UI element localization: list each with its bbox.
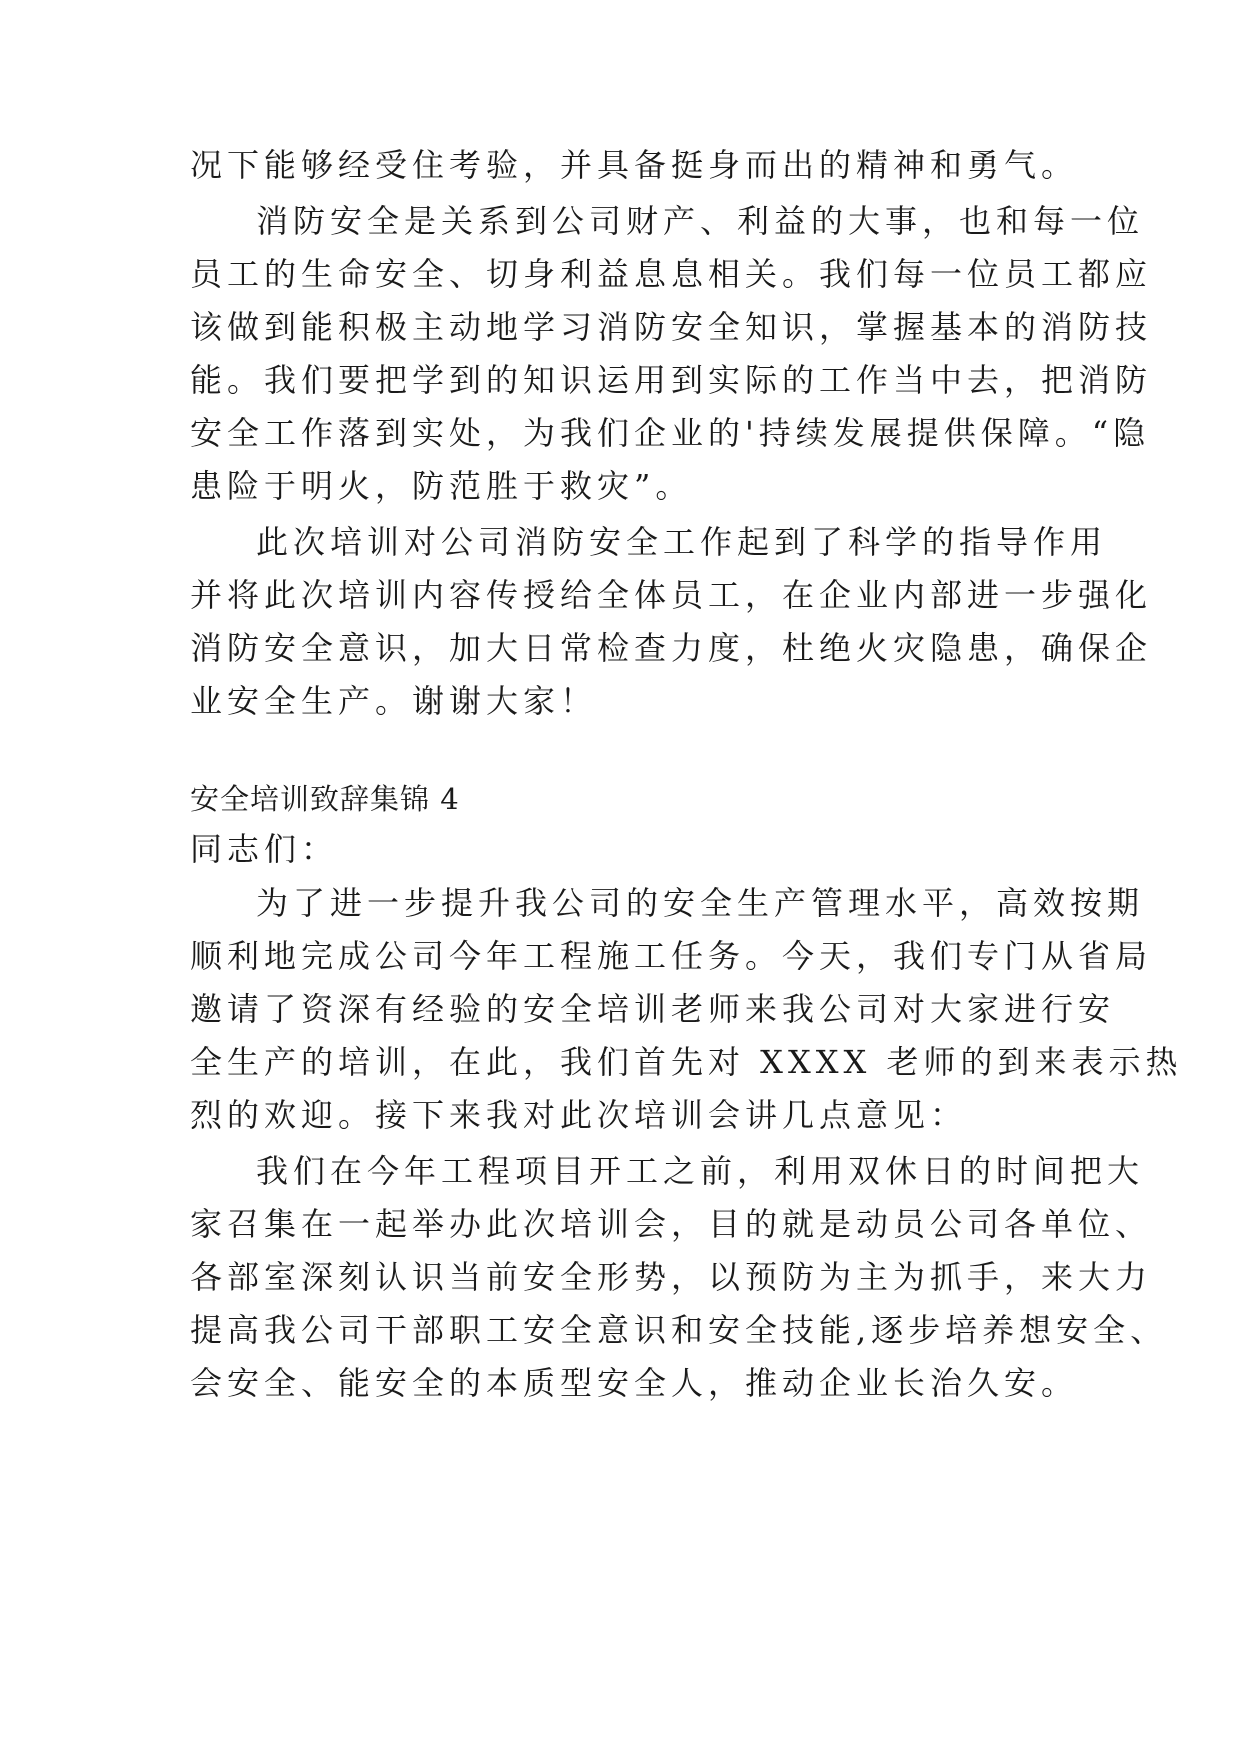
- section-title: 安全培训致辞集锦 4: [190, 782, 460, 816]
- paragraph-line: 患险于明火，防范胜于救灾”。: [190, 467, 693, 505]
- salutation: 同志们：: [190, 830, 339, 868]
- paragraph-line: 安全工作落到实处，为我们企业的'持续发展提供保障。“隐: [190, 414, 1151, 452]
- paragraph-line: 我们在今年工程项目开工之前，利用双休日的时间把大: [256, 1152, 1145, 1190]
- paragraph-line: 业安全生产。谢谢大家！: [190, 682, 598, 720]
- paragraph-line: 顺利地完成公司今年工程施工任务。今天，我们专门从省局: [190, 937, 1153, 975]
- paragraph-line: 该做到能积极主动地学习消防安全知识，掌握基本的消防技: [190, 308, 1153, 346]
- paragraph-line: 能。我们要把学到的知识运用到实际的工作当中去，把消防: [190, 361, 1153, 399]
- paragraph-line: 为了进一步提升我公司的安全生产管理水平，高效按期: [256, 884, 1145, 922]
- paragraph-line: 家召集在一起举办此次培训会，目的就是动员公司各单位、: [190, 1205, 1153, 1243]
- paragraph-line: 况下能够经受住考验，并具备挺身而出的精神和勇气。: [190, 146, 1079, 184]
- paragraph-line: 消防安全意识，加大日常检查力度，杜绝火灾隐患，确保企: [190, 629, 1153, 667]
- paragraph-line: 全生产的培训，在此，我们首先对 XXXX 老师的到来表示热: [190, 1043, 1183, 1081]
- paragraph-line: 消防安全是关系到公司财产、利益的大事，也和每一位: [256, 202, 1145, 240]
- paragraph-line: 烈的欢迎。接下来我对此次培训会讲几点意见：: [190, 1096, 968, 1134]
- paragraph-line: 员工的生命安全、切身利益息息相关。我们每一位员工都应: [190, 255, 1153, 293]
- paragraph-line: 提高我公司干部职工安全意识和安全技能,逐步培养想安全、: [190, 1311, 1168, 1349]
- paragraph-line: 各部室深刻认识当前安全形势，以预防为主为抓手，来大力: [190, 1258, 1153, 1296]
- paragraph-line: 会安全、能安全的本质型安全人，推动企业长治久安。: [190, 1364, 1079, 1402]
- paragraph-line: 并将此次培训内容传授给全体员工，在企业内部进一步强化: [190, 576, 1153, 614]
- paragraph-line: 邀请了资深有经验的安全培训老师来我公司对大家进行安: [190, 990, 1116, 1028]
- paragraph-line: 此次培训对公司消防安全工作起到了科学的指导作用: [256, 523, 1108, 561]
